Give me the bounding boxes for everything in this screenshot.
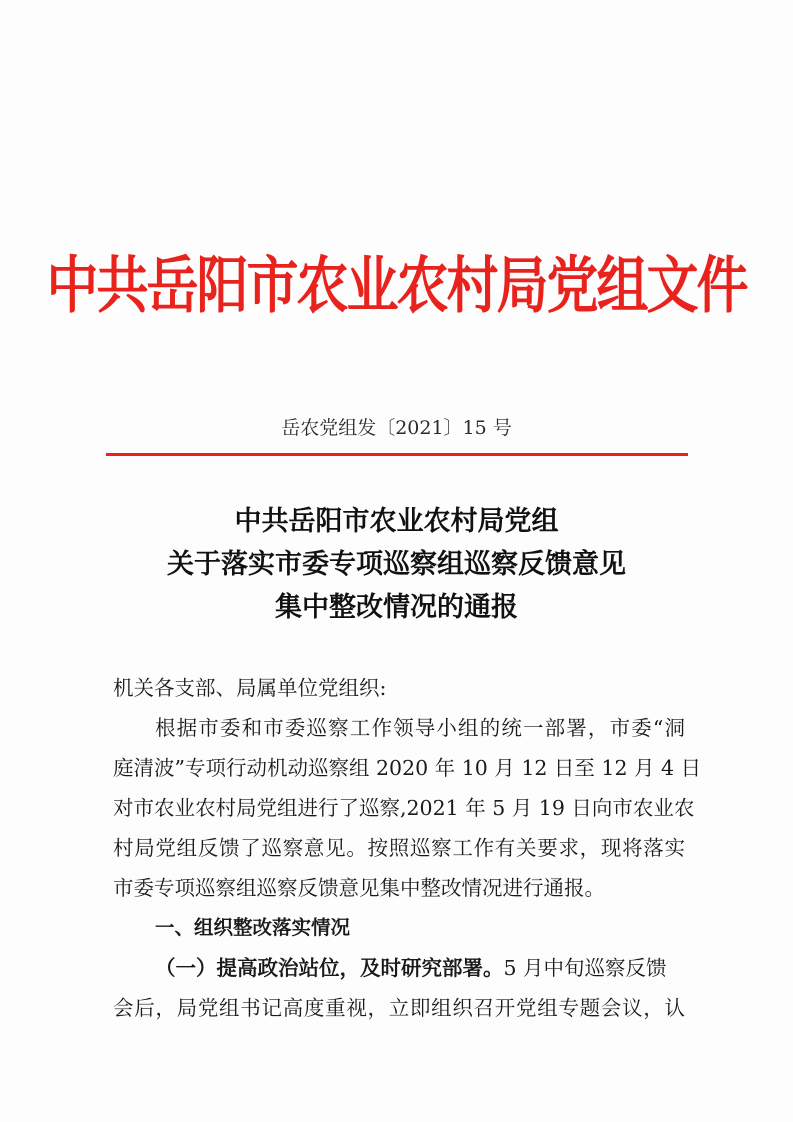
title-line-2: 关于落实市委专项巡察组巡察反馈意见 bbox=[167, 549, 626, 580]
section-1-heading: 一、组织整改落实情况 bbox=[155, 916, 351, 939]
title-line-3: 集中整改情况的通报 bbox=[275, 592, 518, 623]
paragraph-1-line-4: 村局党组反馈了巡察意见。按照巡察工作有关要求，现将落实 bbox=[113, 836, 685, 860]
title-line-1: 中共岳阳市农业农村局党组 bbox=[234, 506, 559, 537]
paragraph-1-line-5: 市委专项巡察组巡察反馈意见集中整改情况进行通报。 bbox=[113, 876, 605, 900]
document-number: 岳农党组发〔2021〕15 号 bbox=[281, 417, 512, 439]
paragraph-1-line-3: 对市农业农村局党组进行了巡察,2021 年 5 月 19 日向市农业农 bbox=[113, 796, 695, 820]
red-divider-line bbox=[106, 453, 688, 456]
salutation: 机关各支部、局属单位党组织: bbox=[113, 676, 387, 700]
paragraph-1-line-1: 根据市委和市委巡察工作领导小组的统一部署，市委“洞 bbox=[155, 716, 685, 740]
subsection-1-text: 5 月中旬巡察反馈 bbox=[503, 956, 667, 980]
subsection-1-line-1 bbox=[113, 948, 685, 988]
document-body bbox=[113, 668, 702, 1028]
subsection-1-heading: （一）提高政治站位，及时研究部署。 bbox=[155, 956, 504, 980]
document-title bbox=[0, 500, 793, 629]
agency-header-title: 中共岳阳市农业农村局党组文件 bbox=[46, 251, 747, 322]
paragraph-1-line-2: 庭清波”专项行动机动巡察组 2020 年 10 月 12 日至 12 月 4 日 bbox=[113, 756, 702, 780]
subsection-1-line-2: 会后，局党组书记高度重视，立即组织召开党组专题会议，认 bbox=[113, 996, 685, 1020]
